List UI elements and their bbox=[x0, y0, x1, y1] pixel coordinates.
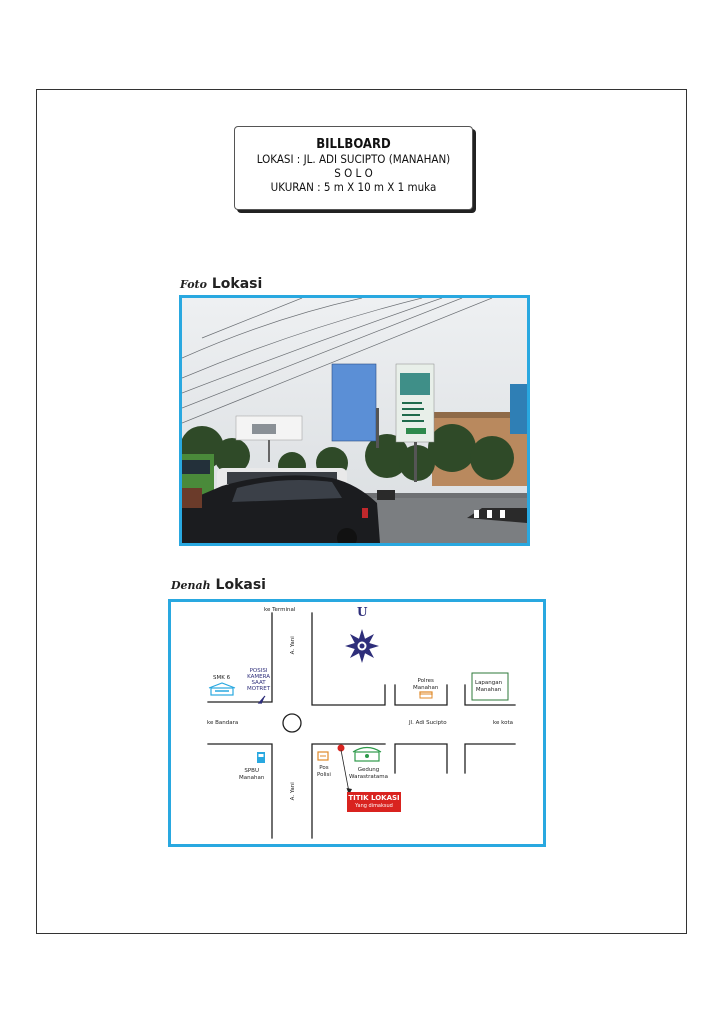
label-smk: SMK 6 bbox=[213, 675, 231, 681]
map-label-italic: Denah bbox=[171, 579, 211, 592]
north-label: U bbox=[357, 605, 368, 619]
map-label: Lokasi bbox=[215, 577, 266, 593]
spbu-line-1: SPBU bbox=[244, 768, 259, 774]
label-a-yani-top: A. Yani bbox=[289, 636, 296, 655]
label-lapangan bbox=[475, 680, 502, 693]
map-section-title bbox=[171, 577, 266, 593]
lapangan-line-2: Manahan bbox=[475, 686, 502, 693]
camera-line-2: KAMERA bbox=[247, 674, 270, 680]
label-pos-polisi bbox=[317, 765, 331, 778]
street-photo-illustration bbox=[182, 298, 527, 543]
camera-line-3: SAAT bbox=[251, 680, 266, 686]
billboard-info-box bbox=[234, 126, 473, 210]
photo-label: Lokasi bbox=[211, 276, 263, 292]
gas-station-icon bbox=[257, 752, 265, 763]
info-size: UKURAN : 5 m X 10 m X 1 muka bbox=[270, 180, 437, 194]
label-gedung bbox=[349, 767, 388, 780]
label-ke-kota: ke kota bbox=[493, 720, 514, 726]
compass-icon bbox=[338, 622, 386, 670]
camera-line-4: MOTRET bbox=[247, 686, 271, 692]
label-a-yani-bottom: A. Yani bbox=[289, 782, 296, 801]
label-adi-sucipto: Jl. Adi Sucipto bbox=[409, 720, 447, 726]
polres-line-1: Polres bbox=[417, 678, 434, 684]
pos-line-2: Polisi bbox=[317, 771, 331, 778]
label-titik-lokasi: TITIK LOKASI bbox=[348, 794, 400, 802]
spbu-line-2: Manahan bbox=[239, 774, 265, 781]
gedung-line-2: Warastratama bbox=[349, 773, 388, 780]
photo-section-title bbox=[180, 276, 262, 292]
info-title: BILLBOARD bbox=[316, 137, 391, 152]
info-city: S O L O bbox=[334, 166, 373, 180]
police-station-icon bbox=[420, 692, 432, 698]
camera-line-1: POSISI bbox=[249, 668, 268, 674]
label-camera-position bbox=[247, 668, 270, 692]
gedung-line-1: Gedung bbox=[357, 767, 380, 773]
label-ke-terminal: ke Terminal bbox=[264, 607, 296, 613]
polres-line-2: Manahan bbox=[413, 684, 439, 691]
label-spbu bbox=[239, 768, 264, 781]
school-icon bbox=[209, 683, 235, 695]
label-ke-bandara: ke Bandara bbox=[207, 720, 239, 726]
pos-line-1: Pos bbox=[319, 765, 329, 771]
info-location: LOKASI : JL. ADI SUCIPTO (MANAHAN) bbox=[256, 152, 451, 166]
lapangan-line-1: Lapangan bbox=[475, 680, 503, 686]
police-post-icon bbox=[318, 752, 328, 760]
location-photo bbox=[179, 295, 530, 546]
photo-label-italic: Foto bbox=[180, 278, 207, 291]
location-map bbox=[168, 599, 546, 847]
building-icon bbox=[353, 748, 381, 762]
label-yang-dimaksud: Yang dimaksud bbox=[355, 803, 393, 809]
label-polres bbox=[413, 678, 438, 691]
